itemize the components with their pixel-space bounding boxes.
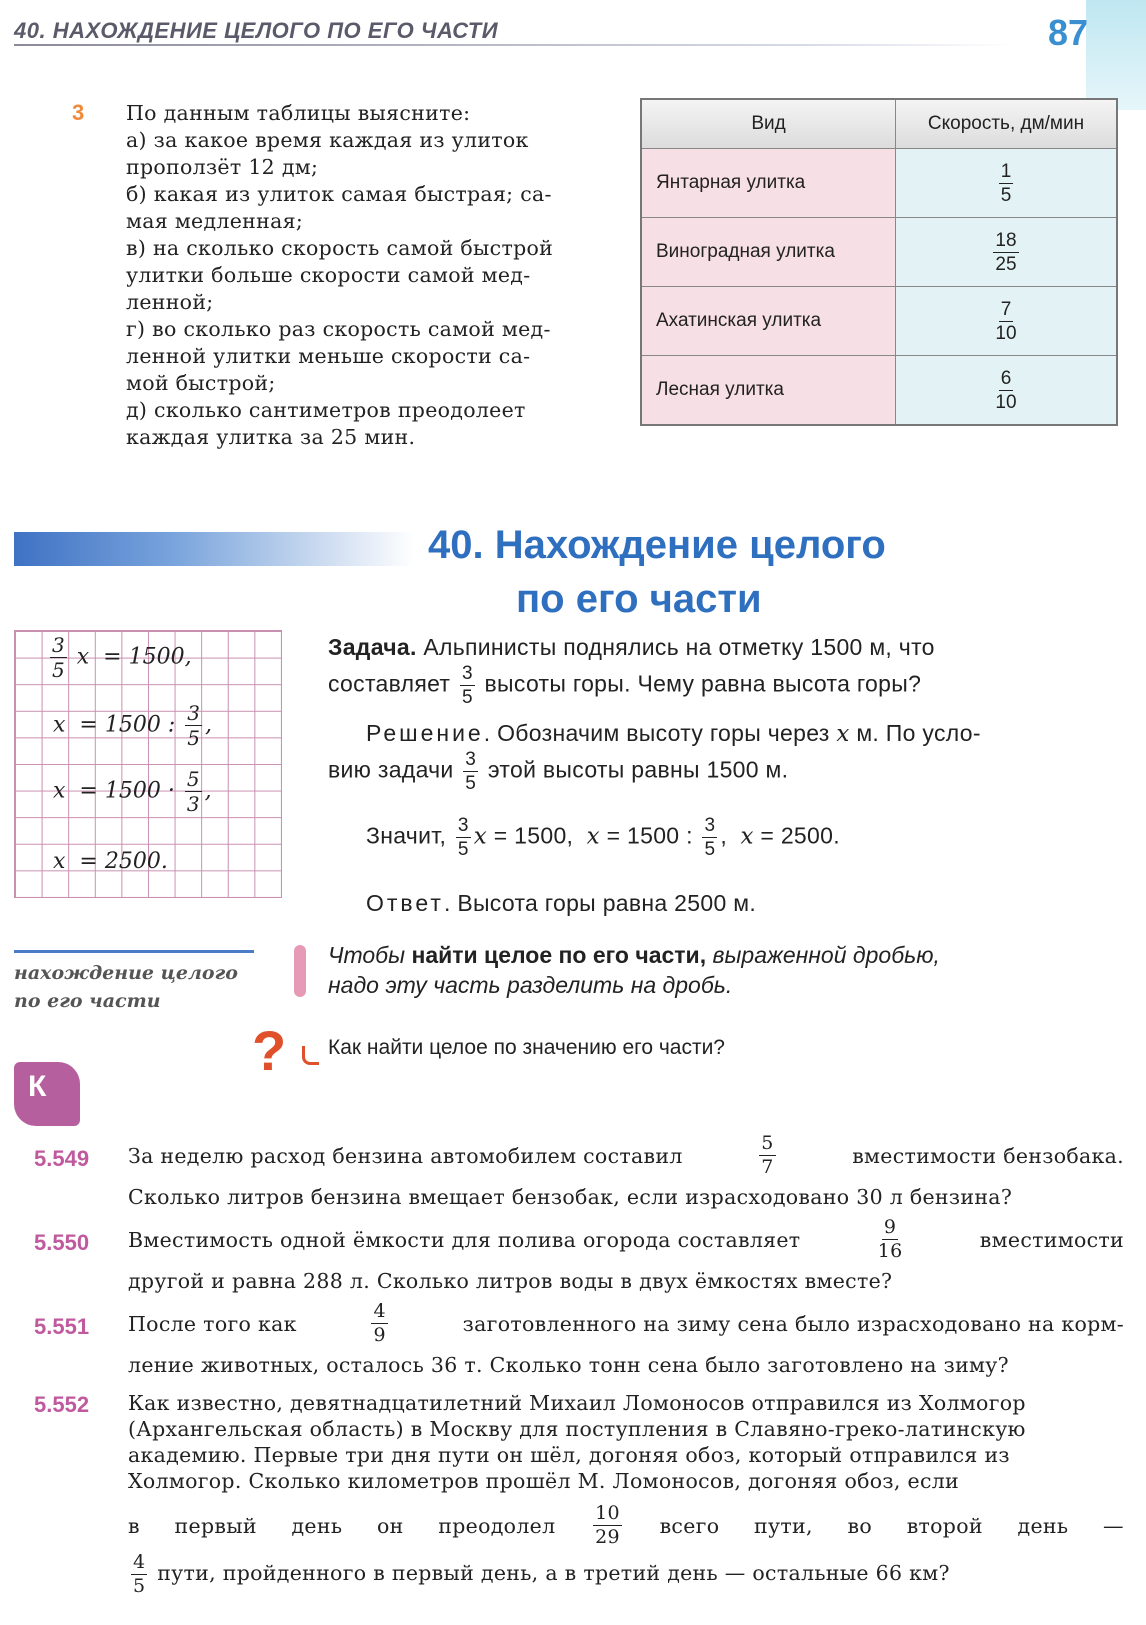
snail-speed: $\frac{6}{10}$	[896, 356, 1118, 426]
snail-name: Янтарная улитка	[641, 149, 896, 218]
section-title	[428, 518, 886, 626]
snail-name: Ахатинская улитка	[641, 287, 896, 356]
problem-5-550: Вместимость одной ёмкости для полива огорода составляет $\frac{9}{16}$ вместимости другой и равна 288 л. Сколько литров воды в двух ёмкостях вместе?	[128, 1216, 1124, 1293]
grid-line-2: x = 1500 : $\frac{3}{5}$ ,	[53, 701, 213, 750]
problem-5-549: За неделю расход бензина автомобилем составил $\frac{5}{7}$ вместимости бензобака. Сколько литров бензина вмещает бензобак, если израсходовано 30 л бензина?	[128, 1132, 1124, 1209]
task-line-2: составляет $\frac{3}{5}$ высоты горы. Чему равна высота горы?	[328, 663, 922, 708]
answer-line: Ответ. Высота горы равна 2500 м.	[366, 890, 757, 916]
ex3-line: ленной;	[126, 290, 214, 314]
solution-line-2: вию задачи $\frac{3}{5}$ этой высоты равны 1500 м.	[328, 749, 789, 794]
ex3-line: каждая улитка за 25 мин.	[126, 425, 416, 449]
section-title-line1: 40. Нахождение целого	[428, 523, 886, 567]
ex3-line: проползёт 12 дм;	[126, 155, 319, 179]
snail-name: Лесная улитка	[641, 356, 896, 426]
margin-keyword: нахождение целого по его части	[14, 950, 254, 1015]
section-title-line2: по его части	[516, 577, 762, 621]
problem-5-552: Как известно, девятнадцатилетний Михаил Ломоносов отправился из Холмогор (Архангельская область) в Москву для поступления в Славяно-греко-латинскую академию. Первые три дня пути он шёл, догоняя обоз, который отправился из Холмогор. Сколько километров прошёл М. Ломоносов, догоняя обоз, если в первый день он преодолел $\frac{10}{29}$ всего пути, во второй день — $\frac{4}{5}$ пути, пройденного в первый день, а в третий день — остальные 66 км?	[128, 1391, 1124, 1597]
question-hook-icon	[302, 1046, 319, 1065]
table-row	[641, 356, 1117, 426]
section-banner	[14, 532, 414, 566]
question-icon: ?	[252, 1019, 287, 1082]
solution-line-1: Решение. Обозначим высоту горы через x м. По усло-	[366, 720, 981, 747]
snail-speed: $\frac{1}{5}$	[896, 149, 1118, 218]
snail-speed-table	[640, 98, 1118, 426]
problem-number: 5.549	[34, 1146, 90, 1171]
table-row	[641, 218, 1117, 287]
table-header-row	[641, 99, 1117, 149]
task-label: Задача.	[328, 634, 417, 660]
ex3-line: улитки больше скорости самой мед-	[126, 263, 531, 287]
question-text: Как найти целое по значению его части?	[328, 1036, 725, 1059]
ex3-line: а) за какое время каждая из улиток	[126, 128, 529, 152]
ex3-line: г) во сколько раз скорость самой мед-	[126, 317, 551, 341]
running-title: 40. НАХОЖДЕНИЕ ЦЕЛОГО ПО ЕГО ЧАСТИ	[14, 18, 499, 43]
problem-number: 5.551	[34, 1314, 90, 1339]
problem-5-551: После того как $\frac{4}{9}$ заготовленного на зиму сена было израсходовано на корм- ление животных, осталось 36 т. Сколько тонн сена было заготовлено на зиму?	[128, 1300, 1124, 1377]
grid-line-3: x = 1500 · $\frac{5}{3}$ ,	[53, 767, 212, 816]
page-number: 87	[1047, 12, 1088, 53]
snail-name: Виноградная улитка	[641, 218, 896, 287]
table-row	[641, 287, 1117, 356]
table-row	[641, 149, 1117, 218]
ex3-line: б) какая из улиток самая быстрая; са-	[126, 182, 552, 206]
notebook-grid-solution	[14, 630, 282, 898]
grid-line-1: $\frac{3}{5}$ x = 1500,	[52, 633, 192, 682]
solution-equations: Значит, $\frac{3}{5}$ x = 1500, x = 1500 : $\frac{3}{5}$ , x = 2500.	[366, 815, 840, 860]
ex3-line: ленной улитки меньше скорости са-	[126, 344, 531, 368]
rule-text: Чтобы найти целое по его части, выраженной дробью, надо эту часть разделить на дробь.	[328, 942, 940, 998]
table-header-speed: Скорость, дм/мин	[896, 99, 1118, 149]
snail-speed: $\frac{18}{25}$	[896, 218, 1118, 287]
ex3-line: д) сколько сантиметров преодолеет	[126, 398, 526, 422]
ex3-line: в) на сколько скорость самой быстрой	[126, 236, 554, 260]
rule-marker	[294, 945, 306, 997]
header-rule	[14, 44, 1014, 46]
exercise-3-text	[126, 100, 608, 451]
k-puzzle-icon: К	[14, 1062, 80, 1126]
ex3-line: мой быстрой;	[126, 371, 276, 395]
grid-line-4: x = 2500.	[53, 849, 168, 874]
problem-number: 5.550	[34, 1230, 90, 1255]
problem-number: 5.552	[34, 1392, 90, 1417]
table-header-kind: Вид	[641, 99, 896, 149]
snail-speed: $\frac{7}{10}$	[896, 287, 1118, 356]
task-line-1: Задача. Альпинисты поднялись на отметку 1500 м, что	[328, 634, 935, 660]
exercise-3-number: 3	[72, 100, 85, 125]
ex3-line: По данным таблицы выясните:	[126, 101, 471, 125]
page-corner-decoration	[1086, 0, 1146, 110]
ex3-line: мая медленная;	[126, 209, 304, 233]
